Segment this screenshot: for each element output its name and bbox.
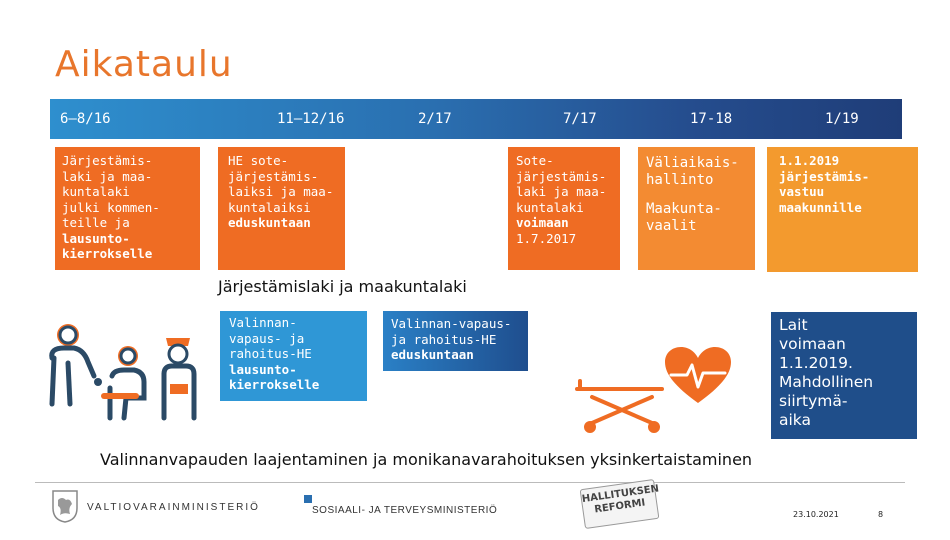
milestone-box-4 (638, 147, 755, 270)
section-label-freedom-of-choice: Valinnanvapauden laajentaminen ja monikanavarahoituksen yksinkertaistaminen (100, 450, 753, 469)
box-text: Valinnan-vapaus- ja rahoitus-HE (391, 316, 512, 347)
timeline-label: 2/17 (418, 111, 452, 127)
box-text: HE sote- järjestämis- laiksi ja maa- kuntalaiksi (228, 153, 334, 215)
box-bold-text: 1.1.2019 järjestämis- vastuu maakunnille (779, 153, 870, 215)
page-number: 8 (878, 510, 884, 519)
timeline-bar (50, 99, 902, 139)
box-bold-text: lausunto- kierrokselle (229, 361, 320, 392)
healthcare-people-icon (40, 318, 210, 438)
timeline-label: 1/19 (825, 111, 859, 127)
page-title: Aikataulu (55, 44, 233, 85)
ministry-name-social-health: SOSIAALI- JA TERVEYSMINISTERIÖ (312, 505, 498, 516)
ministry-name-finance: VALTIOVARAINMINISTERIÖ (87, 502, 260, 513)
box-text: 1.7.2017 (516, 230, 577, 246)
box-text: Järjestämis- laki ja maa- kuntalaki julki kommen- teille ja (62, 153, 160, 230)
box-bold-text: eduskuntaan (391, 347, 474, 362)
timeline-label: 11–12/16 (277, 111, 345, 127)
box-text: Väliaikais- hallinto (646, 155, 739, 188)
milestone-box-5 (767, 147, 918, 272)
box-bold-text: lausunto- kierrokselle (62, 230, 153, 261)
section-label-laws: Järjestämislaki ja maakuntalaki (218, 277, 467, 296)
milestone-box-7 (383, 311, 528, 371)
reform-stamp-logo: HALLITUKSEN REFORMI (580, 479, 660, 529)
box-text: Sote- järjestämis- laki ja maa- kuntalaki (516, 153, 607, 215)
timeline-label: 17-18 (690, 111, 733, 127)
box-bold-text: eduskuntaan (228, 215, 311, 230)
milestone-box-3 (508, 147, 620, 270)
milestone-box-2 (218, 147, 345, 270)
footer-date: 23.10.2021 (793, 510, 839, 519)
lion-crest-icon (50, 488, 80, 524)
footer-divider (35, 482, 905, 483)
timeline-label: 6–8/16 (60, 111, 111, 127)
timeline-label: 7/17 (563, 111, 597, 127)
milestone-box-6 (220, 311, 367, 401)
heart-icon (663, 345, 733, 407)
box-bold-text: voimaan (516, 215, 569, 230)
stretcher-icon (572, 375, 672, 435)
box-text: Maakunta- vaalit (646, 201, 722, 234)
milestone-box-8: Lait voimaan 1.1.2019. Mahdollinen siirtymä- aika (771, 312, 917, 439)
box-text: Valinnan- vapaus- ja rahoitus-HE (229, 315, 312, 361)
milestone-box-1 (55, 147, 200, 270)
ministry-logo-icon (304, 495, 312, 503)
